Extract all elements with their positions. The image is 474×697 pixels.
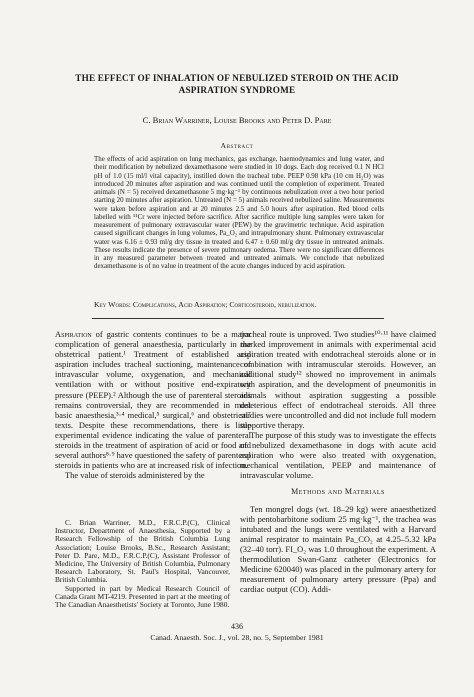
footnote-support: Supported in part by Medical Research Council of Canada Grant MT-4219. Presented in part at the meeting of The Canadian Anaesthetists' Society at Toronto, June 1980. — [55, 583, 230, 610]
footnote-affiliation: C. Brian Warriner, M.D., F.R.C.P.(C), Clinical Instructor, Department of Anaesthesia, Supported by a Research Fellowship of the British Columbia Lung Association; Louise Brooks, B.Sc., Research Assistant; Peter D. Pare, M.D., F.R.C.P.(C), Assistant Professor of Medicine, The University of British Columbia, Pulmonary Research Laboratory, St. Paul's Hospital, Vancouver, British Columbia. — [55, 518, 230, 585]
intro-lead-word: Aspiration — [55, 329, 92, 339]
abstract-heading: Abstract — [220, 141, 254, 150]
intro-paragraph-3: tracheal route is unproved. Two studies¹⁰·¹¹ have claimed marked improvement in animals with experimental acid aspiration treated with endotracheal steroids alone or in combination with intramuscular steroids. However, an additional study¹² showed no improvement in animals with aspiration, and the development of pneumonitis in animals without aspiration suggesting a possible deleterious effect of endotracheal steroids. All three studies were uncontrolled and did not include full modern supportive therapy. — [240, 329, 436, 430]
author-list: C. Brian Warriner, Louise Brooks and Peter D. Pare — [142, 115, 332, 125]
methods-paragraph-1: Ten mongrel dogs (wt. 18–29 kg) were anaesthetized with pentobarbitone sodium 25 mg·kg⁻¹, the trachea was intubated and the lungs were ventilated with a Harvard animal respirator to maintain Pa_CO₂ at 4.25–5.32 kPa (32–40 torr). FI_O₂ was 1.0 throughout the experiment. A thermodilution Swan-Ganz catheter (Electronics for Medicine 620040) was placed in the pulmonary artery for measurement of pulmonary artery pressure (Ppa) and cardiac output (CO). Addi- — [240, 503, 436, 595]
title-line-1: THE EFFECT OF INHALATION OF NEBULIZED STEROID ON THE ACID — [75, 73, 399, 83]
title-line-2: ASPIRATION SYNDROME — [178, 85, 296, 95]
keywords-text: Complications, Acid Aspiration; Corticosteroid, nebulization. — [132, 300, 317, 309]
article-title — [60, 72, 414, 96]
intro-paragraph-2: The value of steroids administered by the — [65, 470, 205, 481]
abstract-text: The effects of acid aspiration on lung mechanics, gas exchange, haemodynamics and lung water, and their modification by nebulized dexamethasone were studied in 10 dogs. Each dog received 0.1 N HCl pH of 1.0 (15 ml/l vital capacity), instilled down the tracheal tube. PEEP 0.98 kPa (10 cm H₂O) was introduced 20 minutes after aspiration and was continued until the completion of experiment. Treated animals (N = 5) received dexamethasone 5 mg·kg⁻¹ by continuous nebulization over a two hour period starting 20 minutes after aspiration. Untreated (N = 5) animals received nebulized saline. Measurements were taken before aspiration and at 20 minutes 2.5 and 5.0 hours after aspiration. Red blood cells labelled with ⁵¹Cr were injected before sacrifice. After sacrifice multiple lung samples were taken for measurement of pulmonary extravascular water (PEW) by the gravimetric technique. Acid aspiration caused significant changes in lung volumes, Pa_O₂ and intrapulmonary shunt. Pulmonary extravascular water was 6.16 ± 0.93 ml/g dry tissue in treated and 6.47 ± 0.60 ml/g dry tissue in untreated animals. These results indicate the presence of severe pulmonary oedema. There were no significant differences in any measured parameter between treated and untreated animals. We conclude that nebulized dexamethasone is of no value in treatment of the acute changes induced by acid aspiration. — [94, 155, 384, 271]
section-divider — [92, 318, 384, 319]
page-number: 436 — [231, 622, 243, 631]
methods-heading: Methods and Materials — [291, 487, 385, 497]
author-footnote — [55, 519, 230, 609]
intro-paragraph-1 — [55, 329, 251, 470]
keywords — [94, 300, 384, 309]
left-column — [55, 329, 251, 480]
intro-paragraph-1-body: of gastric contents continues to be a major complication of general anaesthesia, particularly in the obstetrical patient.¹ Treatment of established acid aspiration includes tracheal suctioning, maintenance of intravascular volume, oxygenation, and mechanical ventilation with or without positive end-expiratory pressure (PEEP).² Although the use of parenteral steroids remains controversial, they are recommended in most basic anaesthesia,³·⁴ medical,⁵ surgical,⁶ and obstetrical⁷ texts. Despite these recommendations, there is little experimental evidence indicating the value of parenteral steroids in the treatment of aspiration of acid or food and several authors⁸·⁹ have questioned the safety of parenteral steroids in patients who are at increased risk of infection. — [55, 329, 251, 471]
journal-citation: Canad. Anaesth. Soc. J., vol. 28, no. 5, September 1981 — [150, 633, 324, 642]
right-column — [240, 329, 436, 594]
intro-paragraph-4: The purpose of this study was to investigate the effects of nebulized dexamethasone in dogs with acute acid aspiration who were also treated with oxygenation, mechanical ventilation, PEEP and maintenance of intravascular volume. — [240, 429, 436, 481]
keywords-label: Key Words: — [94, 300, 131, 309]
